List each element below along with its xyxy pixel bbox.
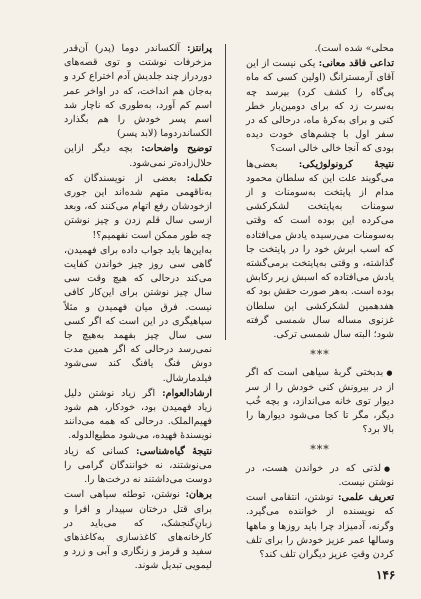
paragraph: تعریف علمی: نوشتن، انتقامی است که نویسنده از خواننده می‌گیرد. وگرنه، آدمیزاد چرا باید روزها و ماهها وسالها عمر عزیز خودش را برای تلف کردن وقتِ عزیز دیگران تلف کند؟ — [246, 492, 394, 560]
term-heading: پرانتز: — [186, 43, 212, 54]
separator: *** — [310, 348, 330, 362]
bullet-paragraph: ● بدبختی گربهٔ سیاهی است که اگر از در بیرونش کنی خودش را از سر دیوار توی خانه می‌اندازد، و بچه خُب دیگر، مگر تا کجا می‌شود دیوارها را بالا برد؟ — [246, 366, 394, 437]
paragraph: نتیجهٔ کرونولوژیکی: بعضی‌ها می‌گویند علت این که سلطان محمود مدام از پایتخت به‌سومنات و از سومنات به‌پایتخت لشکرکشی می‌کرده این بوده است که وقتی به‌سومنات می‌رسیده یادش می‌افتاده که اسب ابرش خود را در پایتخت جا گذاشته، و وقتی به‌پایتخت برمی‌گشته یادش می‌افتاده که اسبش زیر رکابش بوده است. به‌هر صورت حقش بود که هفدهمین لشکرکشی این سلطان غزنوی مساله سال شمسی گرفته شود؛ البته سال شمسی ترکی. — [246, 158, 394, 341]
term-heading: تکمله: — [186, 172, 212, 184]
paragraph: به‌این‌ها باید جواب داده برای فهمیدن، گاهی سی روز چیز خواندن کفایت می‌کند درحالی که هیچ وقت سی سال چیز نوشتن برای این‌کار کافی نیست. فرق میان فهمیدن و مثلاً سپاهیگری در این است که اگر کسی سی سال چیز بفهمد به‌هیچ جا نمی‌رسد درحالی که اگر همین مدت دوش فنگ یافنگ کند سی‌شود فیلدمارشال. — [64, 244, 212, 384]
paragraph: تکمله: بعضی از نویسندگان که به‌ناقهمی متهم شده‌اند این جوری ازخودشان رفع اتهام می‌کنند که، وبعد ازسی سال قلم زدن و چیز نوشتن چه طور ممکن است نفهمیم؟! — [64, 172, 212, 241]
bullet-paragraph: ● لذتی که در خواندن هست، در نوشتن نیست. — [246, 462, 394, 490]
left-column — [64, 42, 212, 575]
term-heading: تعریف علمی: — [337, 492, 394, 504]
paragraph: محلی» شده است). — [314, 43, 394, 54]
paragraph: توضیح واضحات: بچه دیگر ازاین حلال‌زاده‌تر نمی‌شود. — [64, 143, 212, 169]
term-heading: نتیجهٔ گیاه‌شناسی: — [136, 445, 212, 457]
paragraph: پرانتز: آلکساندر دوما (پدر) آن‌قدر مزخرفات نوشتت و توی قصه‌های دوردراز چند جلدیش آدم اختراع کرد و به‌جان هم انداخت، که در اواخر عمر اسم کم آورد، به‌طوری که ناچار شد اسم پسر خودش را هم بگذارد الکساندردوما (لابد پسر) — [64, 43, 212, 140]
column-divider — [225, 44, 226, 340]
paragraph: برهان: نوشتن، توطئه سیاهی است برای قتل درختان سپیدار و افرا و زبانِ‌گنجشک، که می‌باید در کارخانه‌های کاغذسازی به‌کاغذهای سفید و قرمز و زنگاری و آبی و زرد و لیمویی تبدیل شوند. — [64, 489, 212, 572]
term-heading: تداعی فاقد معانی: — [318, 58, 394, 70]
term-heading: نتیجهٔ کرونولوژیکی: — [298, 158, 394, 170]
term-heading: توضیح واضحات: — [141, 143, 212, 155]
separator: *** — [310, 443, 330, 457]
term-heading: ارشادالعوام: — [162, 387, 212, 399]
page-number: ۱۴۶ — [376, 568, 396, 582]
paragraph: نتیجهٔ گیاه‌شناسی: کسانی که زیاد می‌نوشتند، نه خوانندگان گرامی را دوست می‌داشتند نه درخت‌ها را. — [64, 445, 212, 486]
term-heading: برهان: — [185, 489, 212, 501]
paragraph: تداعی فاقد معانی: یکی نیست از این آقای آرمسترانگ (اولین کسی که ماه پی‌گاه را کشف کرد) بپرسد چه به‌سرت زد که برای دومین‌بار خطر کنی و برای به‌کرهٔ ماه، درحالی که در سفر اول با چشم‌های خودت دیده بودی که آنجا خالی خالی است؟ — [246, 58, 394, 155]
right-column — [246, 42, 394, 563]
paragraph: ارشادالعوام: اگر زیاد نوشتن دلیل زیاد فهمیدن بود، خودکار، هم شود فهیم‌الملک. درحالی که همه می‌دانند نویسندهٔ فهیده، می‌شود مطیع‌الدوله. — [64, 387, 212, 442]
